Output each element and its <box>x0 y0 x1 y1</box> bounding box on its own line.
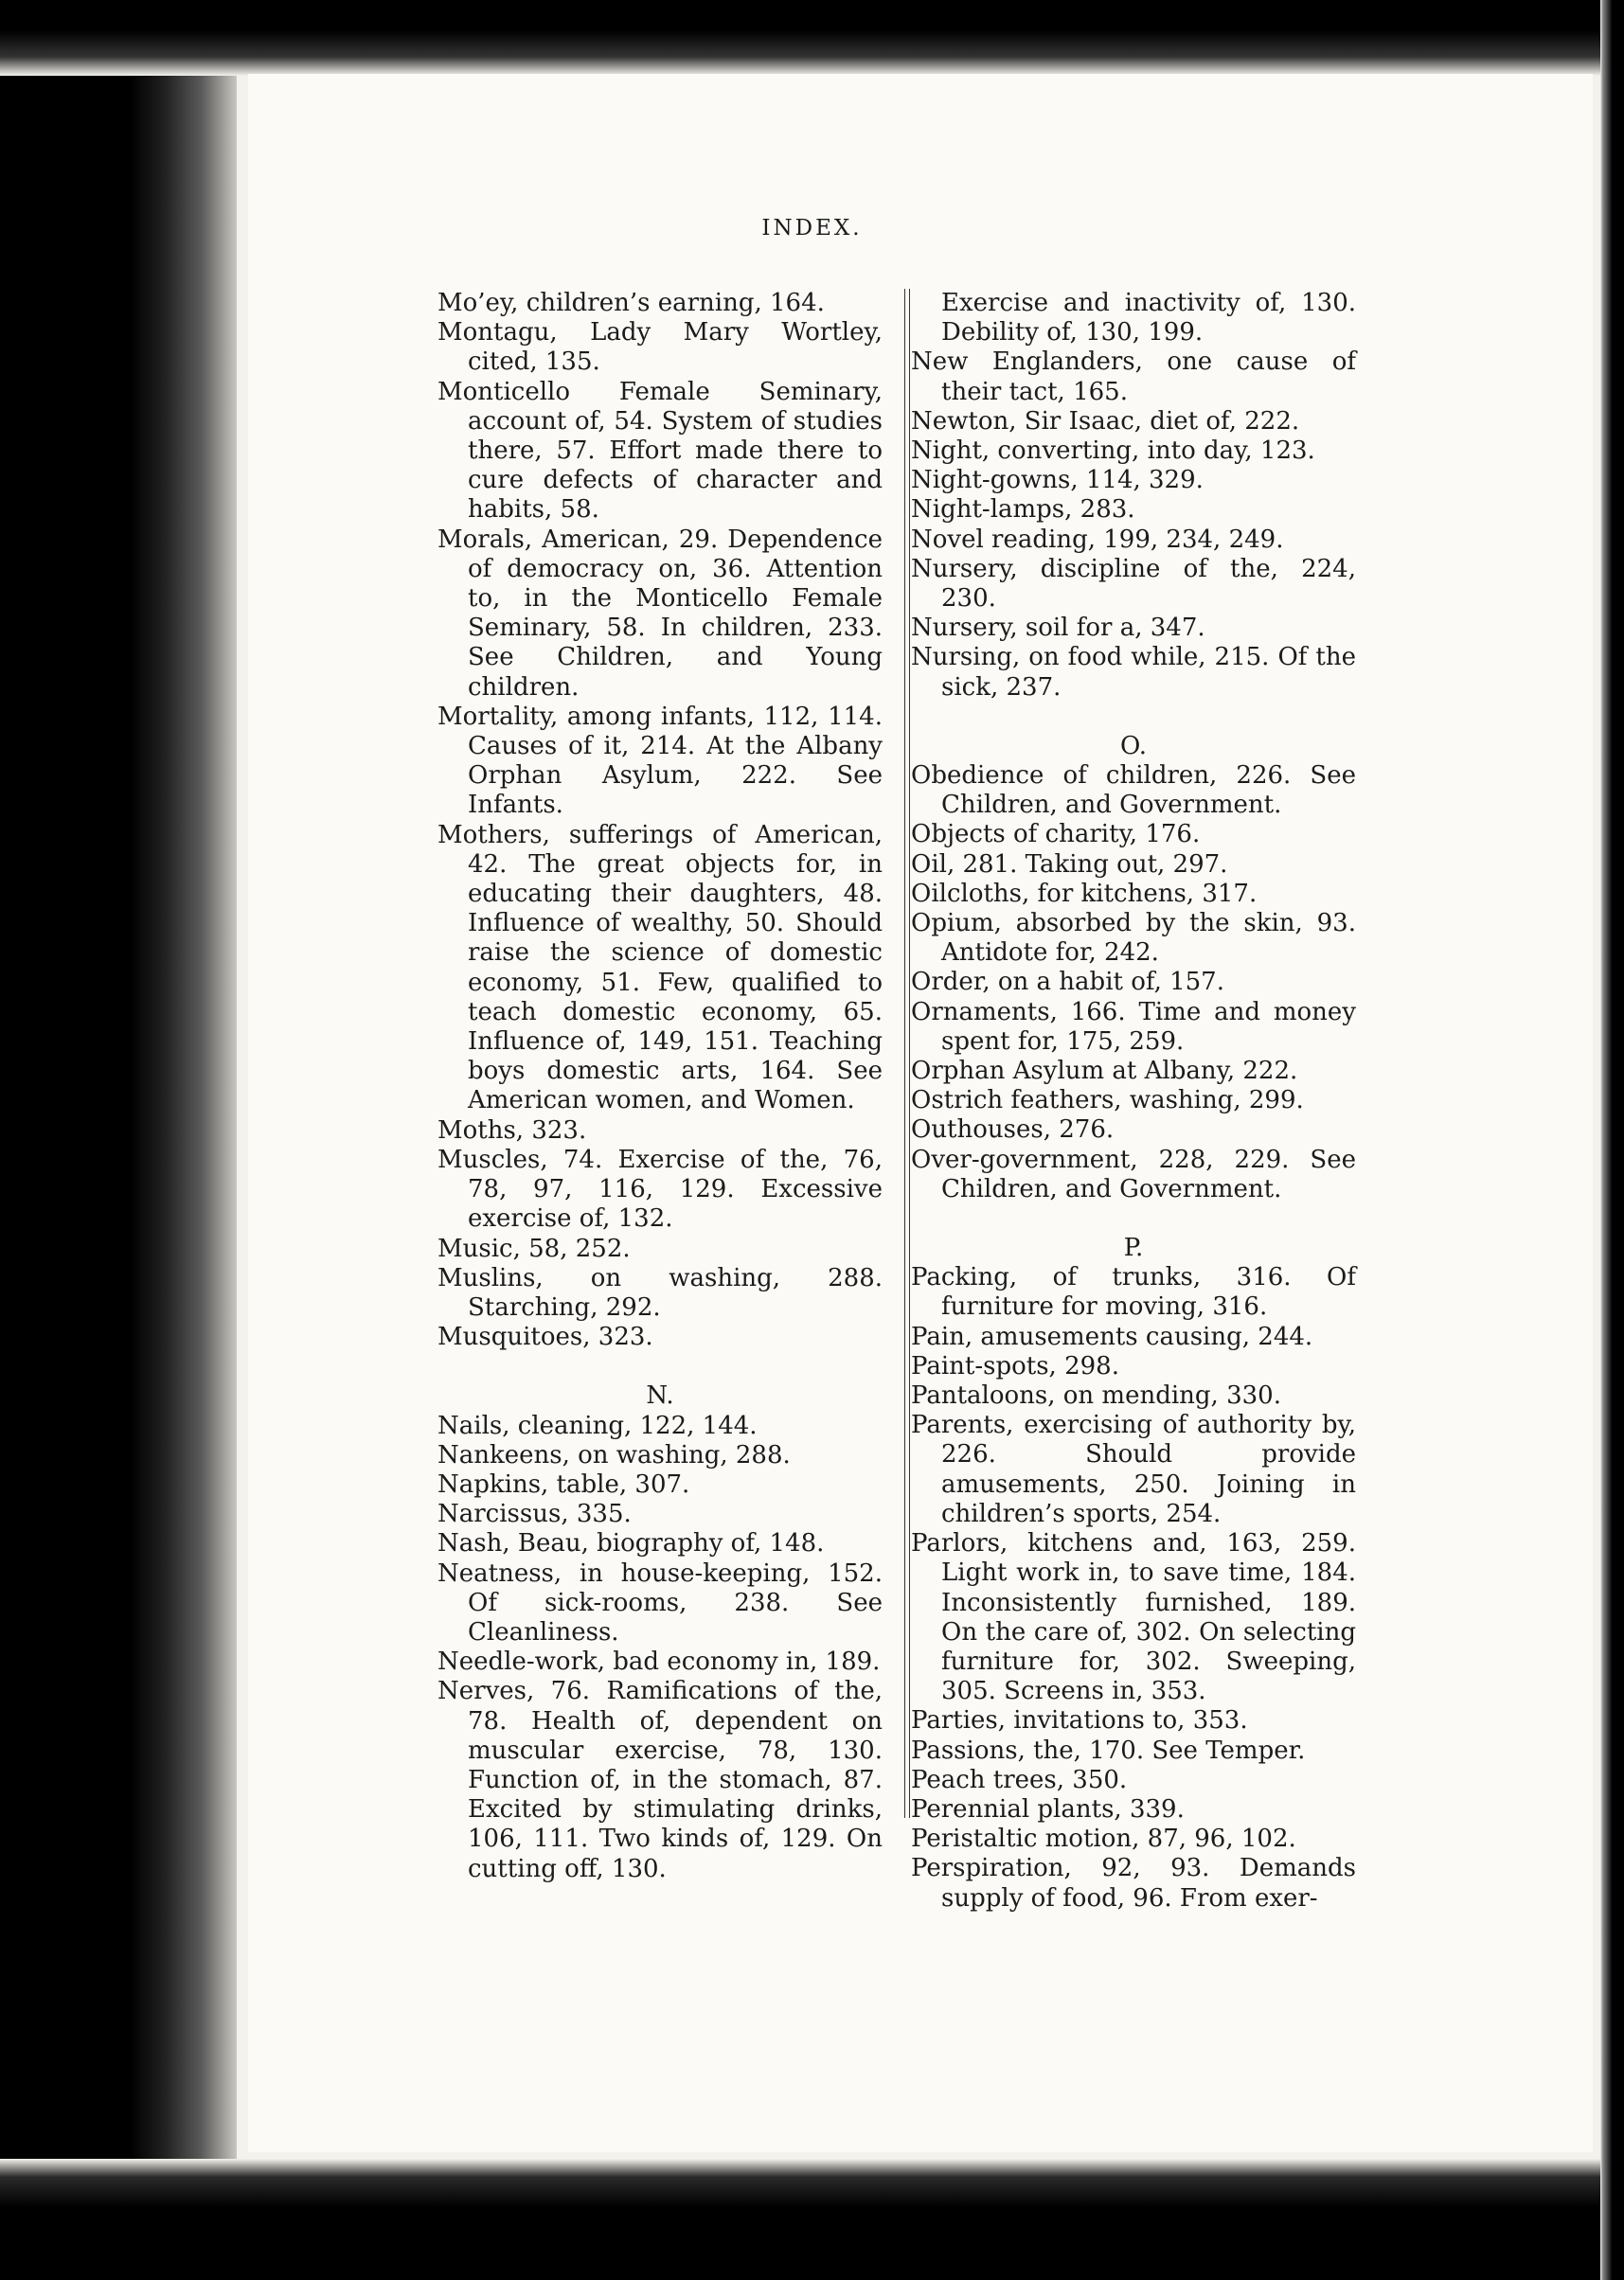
index-entry: Obedience of children, 226. See Children, and Government. <box>911 761 1356 820</box>
index-entry: Outhouses, 276. <box>911 1115 1115 1145</box>
index-entry: Perennial plants, 339. <box>911 1794 1185 1824</box>
index-entry: Nails, cleaning, 122, 144. <box>437 1411 758 1440</box>
index-entry: Over-government, 228, 229. See Children, and Government. <box>911 1145 1356 1203</box>
index-column-right <box>911 289 1356 1914</box>
index-entry: Musquitoes, 323. <box>437 1323 653 1352</box>
index-entry: Morals, American, 29. Dependence of democracy on, 36. Attention to, in the Monticello Female Seminary, 58. In children, 233. See Children, and Young children. <box>437 525 883 702</box>
index-column-left <box>437 289 883 1884</box>
index-entry: Monticello Female Seminary, account of, 54. System of studies there, 57. Effort made there to cure defects of character and habits, 58. <box>437 377 883 525</box>
index-entry: Nursery, soil for a, 347. <box>911 614 1205 643</box>
index-entry: Perspiration, 92, 93. Demands supply of food, 96. From exer- <box>911 1854 1356 1913</box>
index-entry: Peristaltic motion, 87, 96, 102. <box>911 1825 1296 1854</box>
index-entry: Neatness, in house-keeping, 152. Of sick-rooms, 238. See Cleanliness. <box>437 1559 883 1647</box>
index-entry: Mo’ey, children’s earning, 164. <box>437 289 825 317</box>
page-title: INDEX. <box>761 216 863 240</box>
scan-edge-top <box>0 0 1624 76</box>
index-entry: Ostrich feathers, washing, 299. <box>911 1086 1304 1115</box>
index-entry: Order, on a habit of, 157. <box>911 968 1224 997</box>
index-entry: Oil, 281. Taking out, 297. <box>911 849 1228 879</box>
index-entry: Nankeens, on washing, 288. <box>437 1440 791 1470</box>
index-entry: Mothers, sufferings of American, 42. The great objects for, in educating their daughters, 48. Influence of wealthy, 50. Should raise the science of domestic economy, 51. Few, qualified to teach domestic economy, 65. Influence of, 149, 151. Teaching boys domestic arts, 164. See American women, and Women. <box>437 820 883 1115</box>
index-entry: Packing, of trunks, 316. Of furniture for moving, 316. <box>911 1263 1356 1322</box>
index-entry: Oilcloths, for kitchens, 317. <box>911 879 1258 908</box>
section-letter: N. <box>646 1381 674 1411</box>
index-entry: Novel reading, 199, 234, 249. <box>911 525 1284 554</box>
index-entry: Muslins, on washing, 288. Starching, 292. <box>437 1263 883 1322</box>
index-entry: Objects of charity, 176. <box>911 820 1201 849</box>
index-entry: Muscles, 74. Exercise of the, 76, 78, 97, 116, 129. Excessive exercise of, 132. <box>437 1145 883 1234</box>
index-entry: Night-lamps, 283. <box>911 495 1135 525</box>
index-entry: Paint-spots, 298. <box>911 1351 1119 1380</box>
index-entry: Orphan Asylum at Albany, 222. <box>911 1057 1298 1086</box>
index-entry: Newton, Sir Isaac, diet of, 222. <box>911 406 1300 436</box>
index-entry: Parlors, kitchens and, 163, 259. Light work in, to save time, 184. Inconsistently furnished, 189. On the care of, 302. On selecting furniture for, 302. Sweeping, 305. Screens in, 353. <box>911 1529 1356 1706</box>
index-entry: Peach trees, 350. <box>911 1765 1128 1794</box>
scan-edge-bottom <box>0 2159 1624 2280</box>
index-entry: Needle-work, bad economy in, 189. <box>437 1648 881 1677</box>
index-entry: Nursing, on food while, 215. Of the sick, 237. <box>911 643 1356 702</box>
index-entry: Nash, Beau, biography of, 148. <box>437 1529 825 1559</box>
index-entry: Napkins, table, 307. <box>437 1470 690 1499</box>
index-entry: Night, converting, into day, 123. <box>911 436 1315 466</box>
scan-edge-right <box>1600 0 1624 2280</box>
index-entry: Pantaloons, on mending, 330. <box>911 1381 1281 1411</box>
index-entry: New Englanders, one cause of their tact, 165. <box>911 347 1356 406</box>
index-entry: Parents, exercising of authority by, 226. Should provide amusements, 250. Joining in children’s sports, 254. <box>911 1411 1356 1528</box>
index-entry: Moths, 323. <box>437 1115 587 1145</box>
index-entry: Nursery, discipline of the, 224, 230. <box>911 554 1356 614</box>
index-entry: Nerves, 76. Ramifications of the, 78. Health of, dependent on muscular exercise, 78, 130. Function of, in the stomach, 87. Excited by stimulating drinks, 106, 111. Two kinds of, 129. On cutting off, 130. <box>437 1677 883 1883</box>
index-entry: Narcissus, 335. <box>437 1500 632 1529</box>
column-divider <box>904 289 910 1818</box>
index-entry: Opium, absorbed by the skin, 93. Antidote for, 242. <box>911 909 1356 968</box>
section-letter: P. <box>1123 1234 1144 1263</box>
section-letter: O. <box>1119 731 1148 760</box>
index-entry: Ornaments, 166. Time and money spent for, 175, 259. <box>911 997 1356 1056</box>
index-entry: Montagu, Lady Mary Wortley, cited, 135. <box>437 318 883 377</box>
index-entry: Music, 58, 252. <box>437 1234 631 1263</box>
index-entry: Parties, invitations to, 353. <box>911 1706 1248 1736</box>
index-entry: Mortality, among infants, 112, 114. Causes of it, 214. At the Albany Orphan Asylum, 222. See Infants. <box>437 702 883 820</box>
index-entry: Night-gowns, 114, 329. <box>911 466 1204 495</box>
index-entry: Pain, amusements causing, 244. <box>911 1322 1313 1351</box>
index-entry-continued: Exercise and inactivity of, 130. Debility of, 130, 199. <box>941 289 1356 347</box>
index-entry: Passions, the, 170. See Temper. <box>911 1736 1306 1765</box>
scan-edge-left <box>0 0 237 2280</box>
